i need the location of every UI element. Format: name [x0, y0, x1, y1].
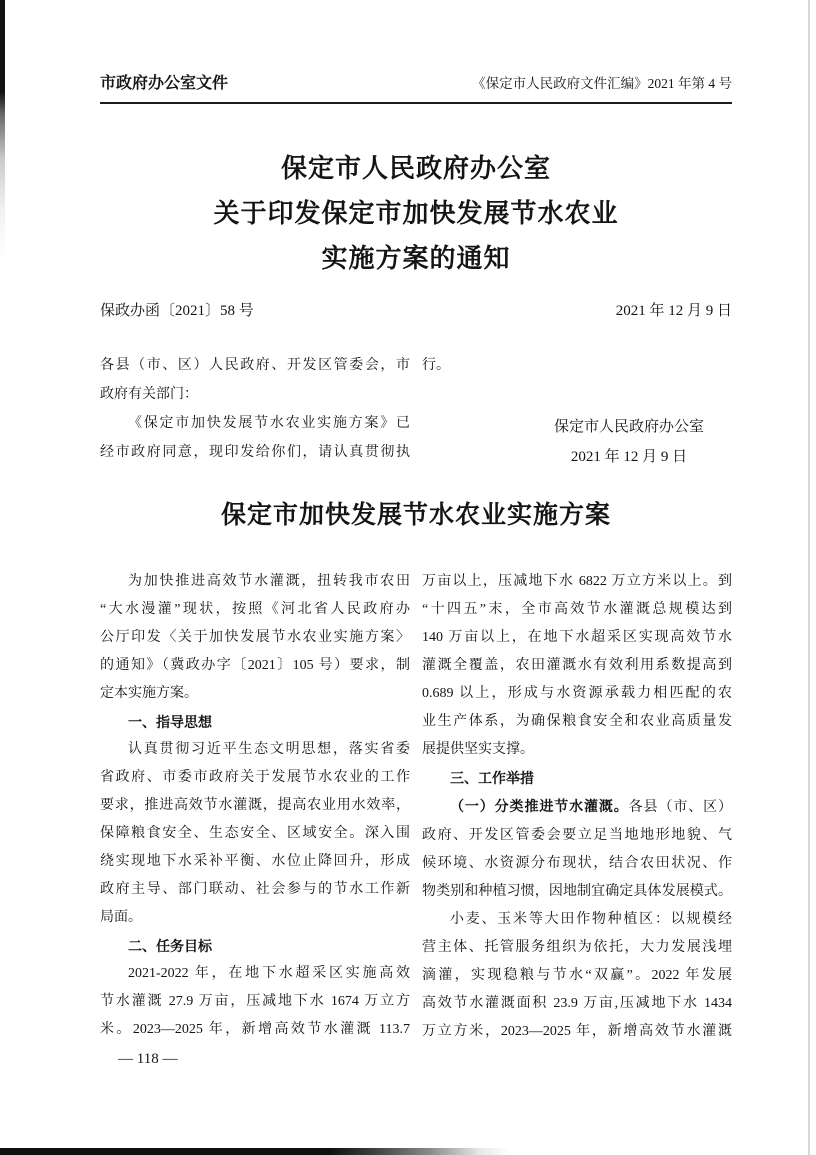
body-line — [422, 792, 732, 822]
body-line: 局面。 — [100, 910, 142, 925]
doc-date: 2021 年 12 月 9 日 — [615, 303, 732, 319]
body-line: 小麦、玉米等大田作物种植区：以规模经 — [450, 912, 732, 927]
body-line: 万立方米，2023—2025 年，新增高效节水灌溉 — [422, 1024, 732, 1039]
notice-continuation-line: 行。 — [422, 358, 450, 373]
notice-line: 经市政府同意，现印发给你们，请认真贯彻执 — [100, 445, 410, 460]
signature-block — [554, 412, 704, 472]
body-line: 2021-2022 年，在地下水超采区实施高效 — [128, 966, 410, 981]
header-rule — [100, 102, 732, 104]
doc-number: 保政办函〔2021〕58 号 — [100, 303, 254, 319]
section-heading-1: 一、指导思想 — [128, 714, 212, 730]
plan-body — [100, 568, 732, 1046]
body-line: 节水灌溉 27.9 万亩，压减地下水 1674 万立方 — [100, 994, 410, 1009]
body-line: 0.689 以上，形成与水资源承载力相匹配的农 — [422, 686, 732, 701]
body-line: 候环境、水资源分布现状，结合农田状况、作 — [422, 856, 732, 871]
document-meta — [100, 301, 732, 321]
document-title-line-2: 关于印发保定市加快发展节水农业 — [213, 199, 619, 228]
page-number: — 118 — — [118, 1051, 178, 1067]
body-line: “十四五”末，全市高效节水灌溉总规模达到 — [422, 602, 732, 617]
scan-edge-left — [0, 0, 5, 260]
notice-line: 《保定市加快发展节水农业实施方案》已 — [128, 416, 410, 431]
body-line: 定本实施方案。 — [100, 686, 198, 701]
body-line-rest: 各县（市、区） — [628, 800, 733, 815]
body-line: 滴灌，实现稳粮与节水“双赢”。2022 年发展 — [422, 968, 732, 983]
body-line: 业生产体系，为确保粮食安全和农业高质量发 — [422, 714, 732, 729]
body-line: “大水漫灌”现状，按照《河北省人民政府办 — [100, 602, 410, 617]
notice-line: 政府有关部门： — [100, 387, 198, 402]
document-title-line-1: 保定市人民政府办公室 — [280, 154, 551, 183]
plan-right-column — [422, 568, 732, 1046]
body-line: 政府主导、部门联动、社会参与的节水工作新 — [100, 882, 410, 897]
document-page — [100, 0, 732, 1068]
scan-edge-bottom — [0, 1148, 510, 1155]
document-title — [100, 146, 732, 281]
body-line: 认真贯彻习近平生态文明思想，落实省委 — [128, 742, 410, 757]
header-compilation-label: 《保定市人民政府文件汇编》2021 年第 4 号 — [472, 76, 732, 91]
body-line: 米。2023—2025 年，新增高效节水灌溉 113.7 — [100, 1022, 410, 1037]
signature-date: 2021 年 12 月 9 日 — [570, 449, 688, 465]
document-header — [100, 0, 732, 94]
body-line: 为加快推进高效节水灌溉，扭转我市农田 — [128, 574, 410, 589]
body-line: 高效节水灌溉面积 23.9 万亩,压减地下水 1434 — [422, 996, 732, 1011]
body-line: 的通知》（冀政办字〔2021〕105 号）要求，制 — [100, 658, 410, 673]
body-line: 营主体、托管服务组织为依托，大力发展浅埋 — [422, 940, 732, 955]
header-org-label: 市政府办公室文件 — [100, 75, 229, 92]
body-line: 万亩以上，压减地下水 6822 万立方米以上。到 — [422, 574, 732, 589]
subheading-inline: （一）分类推进节水灌溉。 — [450, 798, 629, 814]
notice-body — [100, 351, 732, 472]
notice-left-column — [100, 351, 410, 472]
notice-right-column — [422, 351, 732, 472]
document-title-line-3: 实施方案的通知 — [321, 244, 511, 273]
body-line: 灌溉全覆盖，农田灌溉水有效利用系数提高到 — [422, 658, 732, 673]
body-line: 保障粮食安全、生态安全、区域安全。深入围 — [100, 826, 410, 841]
body-line: 物类别和种植习惯，因地制宜确定具体发展模式。 — [422, 884, 732, 899]
body-line: 公厅印发〈关于加快发展节水农业实施方案〉 — [100, 630, 410, 645]
plan-title: 保定市加快发展节水农业实施方案 — [220, 502, 611, 529]
body-line: 140 万亩以上，在地下水超采区实现高效节水 — [422, 630, 732, 645]
body-line: 政府、开发区管委会要立足当地地形地貌、气 — [422, 828, 732, 843]
body-line: 要求，推进高效节水灌溉，提高农业用水效率， — [100, 798, 410, 813]
signature-org: 保定市人民政府办公室 — [553, 419, 704, 435]
body-line: 省政府、市委市政府关于发展节水农业的工作 — [100, 770, 410, 785]
body-line: 展提供坚实支撑。 — [422, 742, 534, 757]
body-line: 绕实现地下水采补平衡、水位止降回升，形成 — [100, 854, 410, 869]
section-heading-2: 二、任务目标 — [128, 938, 212, 954]
notice-line: 各县（市、区）人民政府、开发区管委会，市 — [100, 358, 410, 373]
section-heading-3: 三、工作举措 — [450, 770, 534, 786]
scan-edge-right — [808, 0, 810, 1155]
plan-left-column — [100, 568, 410, 1046]
